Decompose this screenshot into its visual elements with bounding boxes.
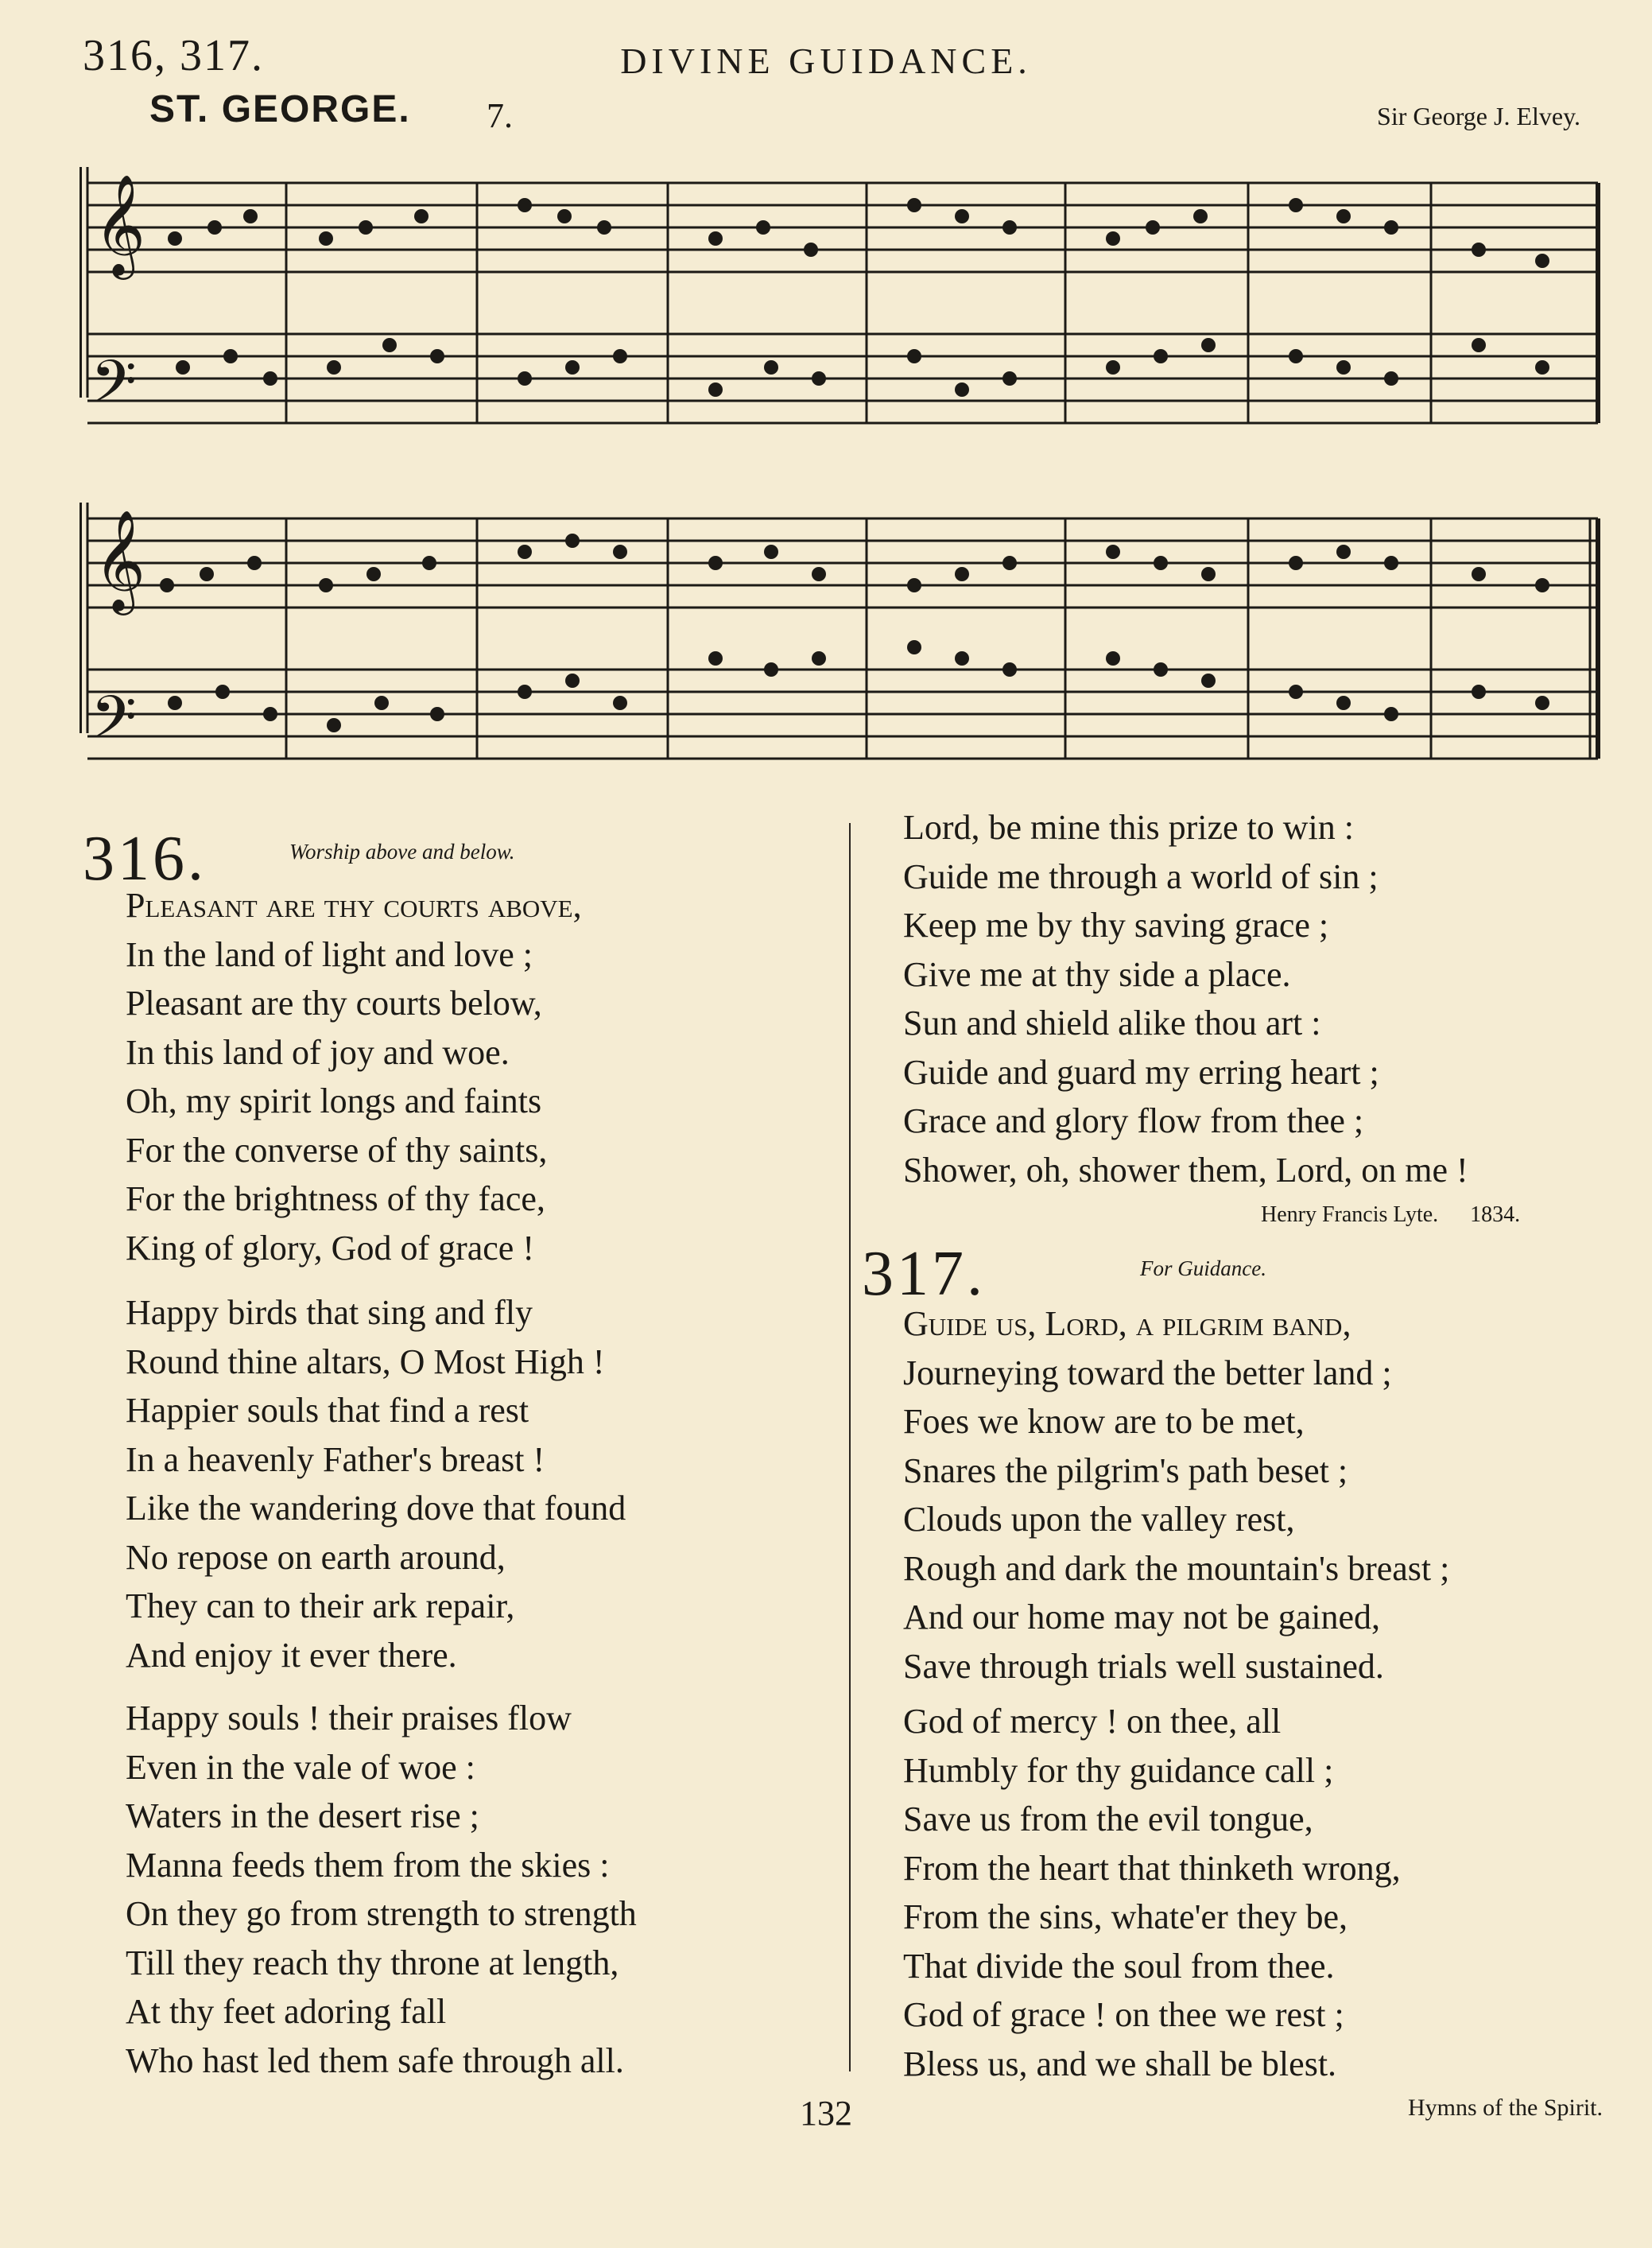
verse-line: Happier souls that find a rest — [126, 1391, 529, 1430]
verse-line: Guide me through a world of sin ; — [903, 856, 1379, 896]
verse-line: And enjoy it ever there. — [126, 1635, 457, 1675]
svg-text:𝄞: 𝄞 — [94, 173, 146, 275]
verse-line: Even in the vale of woe : — [126, 1747, 475, 1787]
verse-line: For the converse of thy saints, — [126, 1130, 548, 1170]
composer: Sir George J. Elvey. — [1377, 102, 1580, 130]
svg-text:𝄢: 𝄢 — [91, 347, 137, 431]
verse-line: Pleasant are thy courts below, — [126, 984, 542, 1023]
music-score-2 — [79, 487, 1606, 789]
hymn-317-number: 317. — [862, 1239, 986, 1309]
svg-text:𝄢: 𝄢 — [91, 683, 137, 767]
verse-line: That divide the soul from thee. — [903, 1946, 1335, 1986]
verse-line: Pleasant are thy courts above, — [126, 886, 582, 925]
hymn-316-stanza-4 — [903, 803, 1468, 1194]
column-divider — [849, 823, 851, 2071]
verse-line: Waters in the desert rise ; — [126, 1796, 479, 1835]
music-system-1 — [79, 151, 1606, 453]
verse-line: Rough and dark the mountain's breast ; — [903, 1548, 1450, 1588]
verse-line: Give me at thy side a place. — [903, 954, 1291, 994]
verse-line: Sun and shield alike thou art : — [903, 1004, 1321, 1042]
hymn-316-number: 316. — [83, 824, 207, 894]
verse-line: They can to their ark repair, — [126, 1586, 515, 1625]
verse-line: On they go from strength to strength — [126, 1894, 637, 1933]
verse-line: Journeying toward the better land ; — [903, 1353, 1392, 1392]
verse-line: Humbly for thy guidance call ; — [903, 1750, 1334, 1790]
hymn-317-stanza-2 — [903, 1697, 1401, 2088]
verse-line: King of glory, God of grace ! — [126, 1228, 534, 1268]
verse-line: From the heart that thinketh wrong, — [903, 1848, 1401, 1888]
verse-line: Happy birds that sing and fly — [126, 1293, 533, 1332]
verse-line: Bless us, and we shall be blest. — [903, 2044, 1337, 2083]
verse-line: Snares the pilgrim's path beset ; — [903, 1450, 1348, 1490]
verse-line: Till they reach thy throne at length, — [126, 1943, 619, 1982]
verse-line: Lord, be mine this prize to win : — [903, 808, 1354, 847]
verse-line: God of mercy ! on thee, all — [903, 1702, 1282, 1741]
verse-line: Manna feeds them from the skies : — [126, 1845, 610, 1885]
verse-line: God of grace ! on thee we rest ; — [903, 1995, 1344, 2034]
hymn-316-stanza-1 — [126, 881, 582, 1272]
verse-line: Who hast led them safe through all. — [126, 2040, 624, 2080]
verse-line: Foes we know are to be met, — [903, 1402, 1305, 1441]
verse-line: For the brightness of thy face, — [126, 1179, 545, 1218]
hymn-317-stanza-1 — [903, 1299, 1449, 1691]
verse-line: Guide and guard my erring heart ; — [903, 1052, 1379, 1092]
page-number: 132 — [800, 2094, 852, 2133]
verse-line: Shower, oh, shower them, Lord, on me ! — [903, 1150, 1468, 1190]
music-score-1 — [79, 151, 1606, 453]
verse-line: Happy souls ! their praises flow — [126, 1699, 572, 1737]
hymn-316-stanza-3 — [126, 1694, 637, 2085]
verse-line: And our home may not be gained, — [903, 1598, 1380, 1636]
verse-line: Clouds upon the valley rest, — [903, 1500, 1295, 1539]
verse-line: Oh, my spirit longs and faints — [126, 1081, 542, 1120]
hymn-numbers-header: 316, 317. — [83, 31, 264, 80]
author-name: Henry Francis Lyte. — [1261, 1202, 1439, 1227]
verse-line: Guide us, Lord, a pilgrim band, — [903, 1304, 1351, 1343]
verse-line: In the land of light and love ; — [126, 934, 533, 974]
verse-line: Save us from the evil tongue, — [903, 1800, 1313, 1838]
music-system-2 — [79, 487, 1606, 789]
hymn-316-subtitle: Worship above and below. — [289, 840, 515, 864]
verse-line: No repose on earth around, — [126, 1537, 506, 1577]
verse-line: Grace and glory flow from thee ; — [903, 1101, 1364, 1140]
verse-line: At thy feet adoring fall — [126, 1992, 447, 2031]
verse-line: Round thine altars, O Most High ! — [126, 1341, 605, 1381]
verse-line: Keep me by thy saving grace ; — [903, 906, 1329, 945]
verse-line: Save through trials well sustained. — [903, 1646, 1384, 1686]
verse-line: Like the wandering dove that found — [126, 1489, 626, 1528]
section-title: DIVINE GUIDANCE. — [620, 41, 1032, 81]
verse-line: From the sins, whate'er they be, — [903, 1897, 1348, 1936]
hymn-316-author — [1261, 1202, 1520, 1228]
book-title-footer: Hymns of the Spirit. — [1408, 2095, 1603, 2121]
hymn-317-subtitle: For Guidance. — [1140, 1256, 1266, 1280]
author-year: 1834. — [1470, 1202, 1521, 1227]
hymn-316-stanza-2 — [126, 1288, 626, 1679]
verse-line: In this land of joy and woe. — [126, 1032, 510, 1072]
tune-meter: 7. — [487, 96, 513, 135]
svg-text:𝄞: 𝄞 — [94, 509, 146, 611]
tune-name: ST. GEORGE. — [149, 88, 411, 130]
verse-line: In a heavenly Father's breast ! — [126, 1439, 545, 1479]
